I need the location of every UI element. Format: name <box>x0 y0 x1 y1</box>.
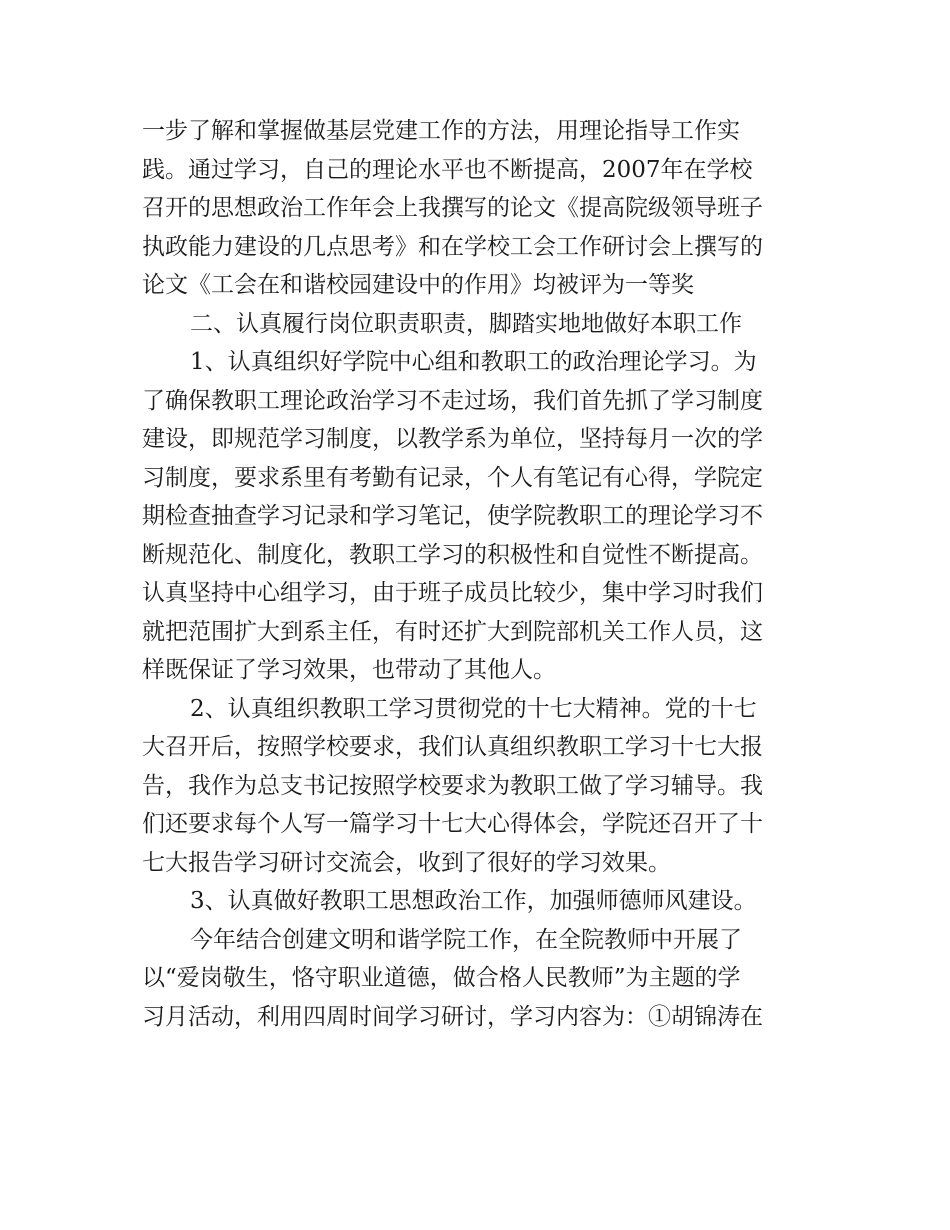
document-body <box>142 112 812 1036</box>
text-line: 建设，即规范学习制度，以教学系为单位，坚持每月一次的学 <box>142 426 763 452</box>
paragraph-start-line: 3、认真做好教职工思想政治工作，加强师德师风建设。 <box>190 888 757 914</box>
paragraph-start-line: 1、认真组织好学院中心组和教职工的政治理论学习。为 <box>190 349 757 375</box>
text-line: 大召开后，按照学校要求，我们认真组织教职工学习十七大报 <box>142 734 763 760</box>
text-line: 们还要求每个人写一篇学习十七大心得体会，学院还召开了十 <box>142 811 763 837</box>
paragraph-start-line: 2、认真组织教职工学习贯彻党的十七大精神。党的十七 <box>190 695 757 722</box>
text-line: 七大报告学习研讨交流会，收到了很好的学习效果。 <box>142 849 671 876</box>
text-line: 以“爱岗敬生，恪守职业道德，做合格人民教师”为主题的学 <box>142 965 741 991</box>
text-line: 践。通过学习，自己的理论水平也不断提高，2007年在学校 <box>142 156 753 183</box>
text-line: 就把范围扩大到系主任，有时还扩大到院部机关工作人员，这 <box>142 618 763 645</box>
section-heading: 二、认真履行岗位职责职责，脚踏实地地做好本职工作 <box>190 310 742 337</box>
text-line: 执政能力建设的几点思考》和在学校工会工作研讨会上撰写的 <box>142 233 763 260</box>
text-line: 习制度，要求系里有考勤有记录，个人有笔记有心得，学院定 <box>142 464 763 491</box>
text-line: 一步了解和掌握做基层党建工作的方法，用理论指导工作实 <box>142 118 740 144</box>
text-line: 习月活动，利用四周时间学习研讨，学习内容为：①胡锦涛在 <box>142 1003 763 1030</box>
text-line: 认真坚持中心组学习，由于班子成员比较少，集中学习时我们 <box>142 580 763 606</box>
text-line: 论文《工会在和谐校园建设中的作用》均被评为一等奖 <box>142 272 694 298</box>
paragraph-start-line: 今年结合创建文明和谐学院工作，在全院教师中开展了 <box>190 926 742 953</box>
text-line: 告，我作为总支书记按照学校要求为教职工做了学习辅导。我 <box>142 772 763 799</box>
text-line: 召开的思想政治工作年会上我撰写的论文《提高院级领导班子 <box>142 195 763 221</box>
text-line: 了确保教职工理论政治学习不走过场，我们首先抓了学习制度 <box>142 387 763 414</box>
text-line: 样既保证了学习效果，也带动了其他人。 <box>142 657 556 683</box>
text-line: 断规范化、制度化，教职工学习的积极性和自觉性不断提高。 <box>142 541 763 568</box>
text-line: 期检查抽查学习记录和学习笔记，使学院教职工的理论学习不 <box>142 503 763 529</box>
